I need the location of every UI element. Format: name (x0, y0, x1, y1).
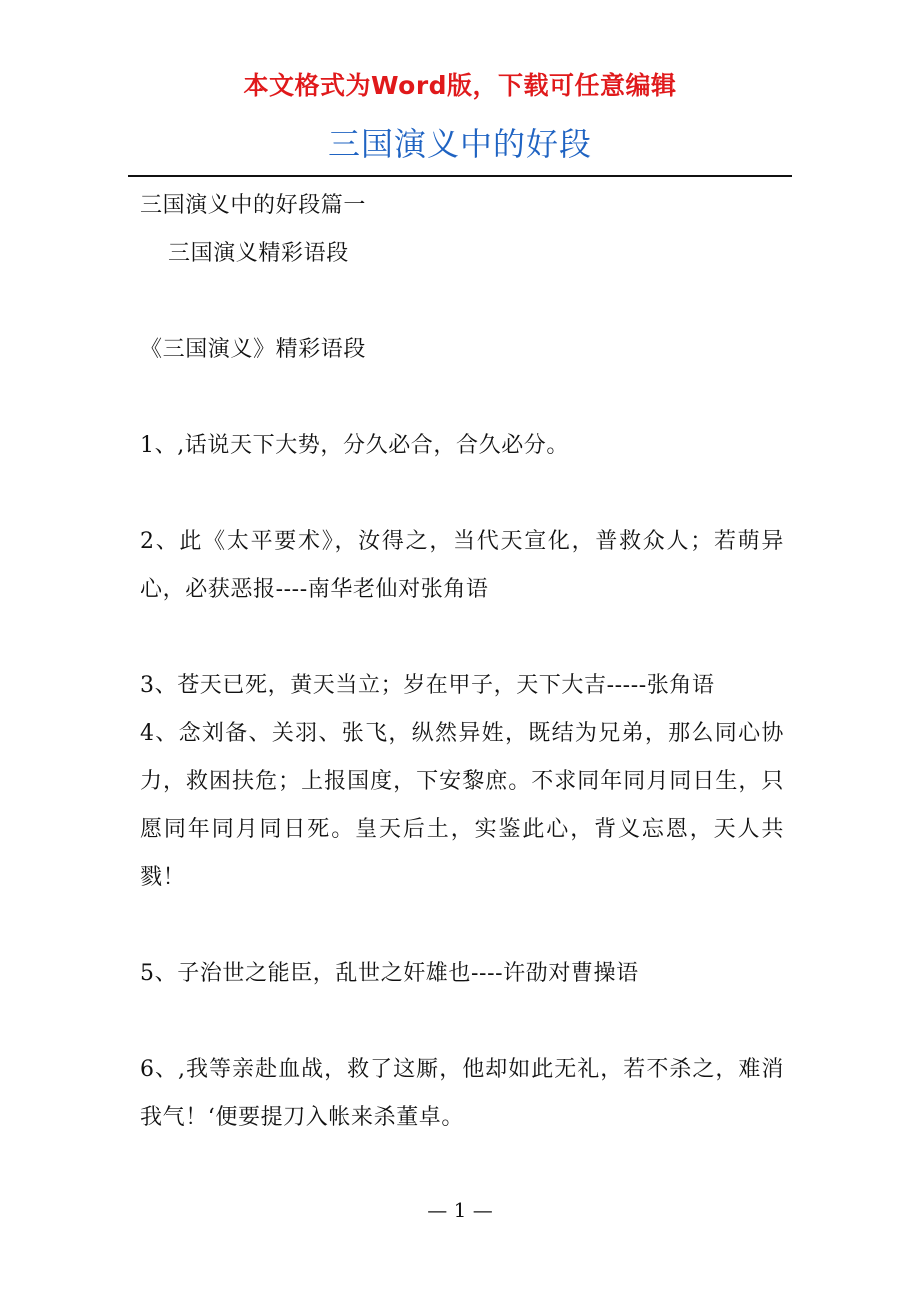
quote-item-5: 5、子治世之能臣，乱世之奸雄也----许劭对曹操语 (140, 961, 639, 986)
section-heading: 三国演义中的好段篇一 (140, 193, 367, 218)
page-number: — 1 — (427, 1198, 493, 1222)
quote-item-6: 6、,我等亲赴血战，救了这厮，他却如此无礼，若不杀之，难消我气！‘便要提刀入帐来杀董卓。 (140, 1057, 784, 1130)
blank-line (140, 998, 784, 1046)
quote-item-1: 1、,话说天下大势，分久必合，合久必分。 (140, 433, 569, 458)
quote-item-2: 2、此《太平要术》，汝得之，当代天宣化，普救众人；若萌异心，必获恶报----南华老仙对张角语 (140, 529, 784, 602)
format-notice: 本文格式为Word版，下载可任意编辑 (243, 71, 677, 100)
blank-line (140, 614, 784, 662)
title-divider (128, 175, 792, 177)
blank-line (140, 278, 784, 326)
blank-line (140, 470, 784, 518)
subheading: 三国演义精彩语段 (168, 241, 349, 266)
document-body (140, 182, 784, 1142)
document-title: 三国演义中的好段 (327, 125, 592, 163)
quote-item-4: 4、念刘备、关羽、张飞，纵然异姓，既结为兄弟，那么同心协力，救困扶危；上报国度，下安黎庶。不求同年同月同日生，只愿同年同月同日死。皇天后土，实鉴此心，背义忘恩，天人共戮！ (140, 721, 784, 890)
paragraph-heading: 《三国演义》精彩语段 (140, 337, 367, 362)
quote-item-3: 3、苍天已死，黄天当立；岁在甲子，天下大吉-----张角语 (140, 673, 715, 698)
blank-line (140, 902, 784, 950)
blank-line (140, 374, 784, 422)
